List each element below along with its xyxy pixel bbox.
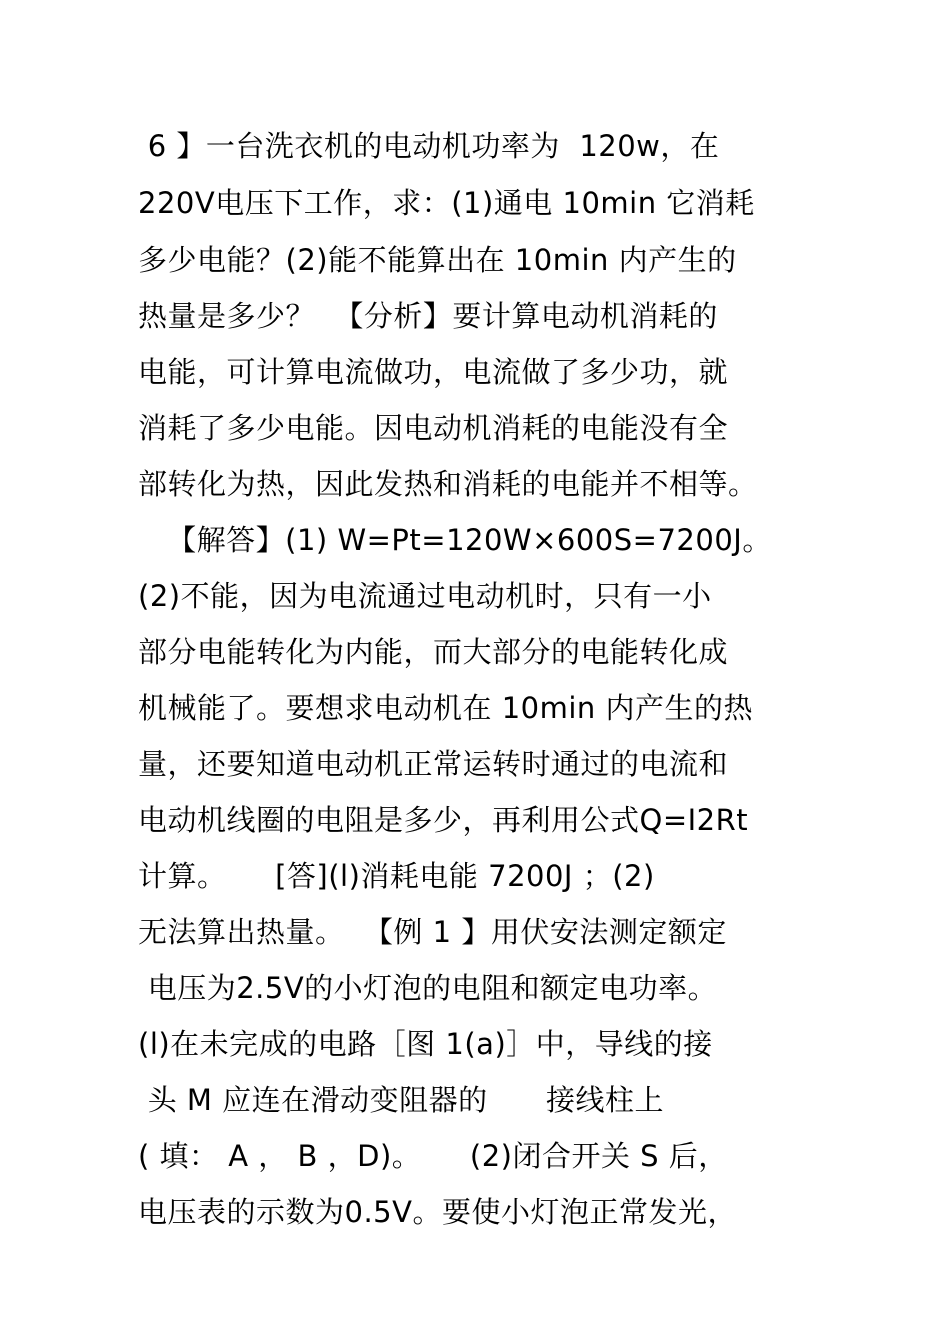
text-line-9: (2)不能，因为电流通过电动机时，只有一小 [138, 579, 712, 613]
text-line-6: 消耗了多少电能。因电动机消耗的电能没有全 [138, 411, 729, 445]
text-line-19: ( 填： A ， B ，D)。 (2)闭合开关 S 后， [138, 1139, 728, 1173]
text-line-10: 部分电能转化为内能，而大部分的电能转化成 [138, 635, 729, 669]
text-line-12: 量，还要知道电动机正常运转时通过的电流和 [138, 747, 729, 781]
text-line-1: 6 】一台洗衣机的电动机功率为 120w，在 [138, 129, 720, 163]
text-line-13: 电动机线圈的电阻是多少，再利用公式Q=I2Rt [138, 803, 749, 837]
text-line-15: 无法算出热量。 【例 1 】用伏安法测定额定 [138, 915, 727, 949]
text-line-17: (l)在未完成的电路［图 1(a)］中，导线的接 [138, 1027, 713, 1061]
text-line-8: 【解答】(1) W=Pt=120W×600S=7200J。 [138, 523, 772, 557]
text-line-5: 电能，可计算电流做功，电流做了多少功，就 [138, 355, 729, 389]
text-line-14: 计算。 [答](l)消耗电能 7200J ；(2) [138, 859, 655, 893]
text-line-2: 220V电压下工作，求：(1)通电 10min 它消耗 [138, 186, 755, 220]
text-line-16: 电压为2.5V的小灯泡的电阻和额定电功率。 [138, 971, 718, 1005]
text-line-20: 电压表的示数为0.5V。要使小灯泡正常发光， [138, 1195, 737, 1229]
text-line-18: 头 M 应连在滑动变阻器的 接线柱上 [138, 1083, 664, 1117]
text-line-7: 部转化为热，因此发热和消耗的电能并不相等。 [138, 467, 758, 501]
text-line-4: 热量是多少？ 【分析】要计算电动机消耗的 [138, 299, 718, 333]
text-line-11: 机械能了。要想求电动机在 10min 内产生的热 [138, 691, 754, 725]
text-line-3: 多少电能？(2)能不能算出在 10min 内产生的 [138, 243, 737, 277]
